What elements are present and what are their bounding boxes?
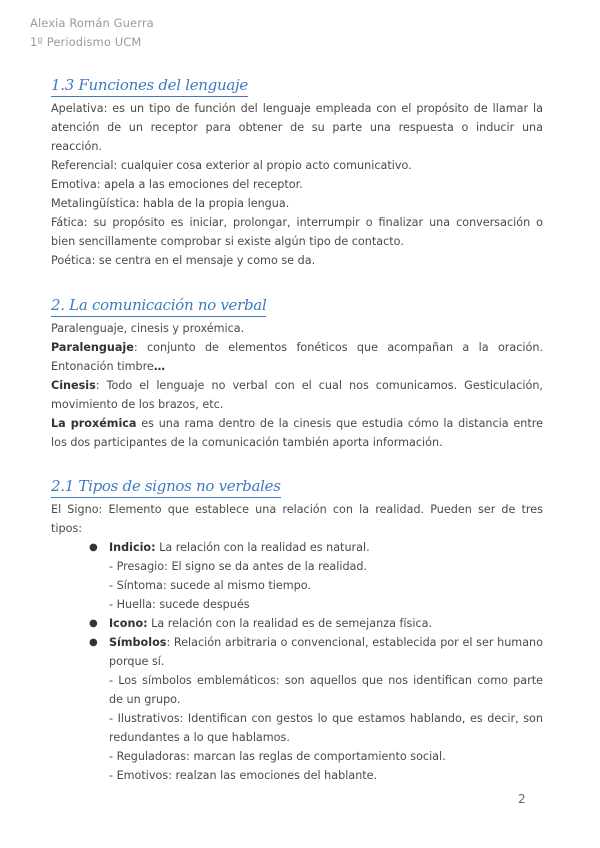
paragraph: Metalingüística: habla de la propia lengua. [51,197,290,210]
page-number: 2 [518,792,526,806]
paragraph-proxemica [51,414,543,452]
sub-item: - Emotivos: realzan las emociones del hablante. [109,769,378,782]
paragraph: Apelativa: es un tipo de función del lenguaje empleada con el propósito de llamar la atención de un receptor para obtener de su parte una respuesta o inducir una reacción. [51,102,543,153]
term: Símbolos [109,636,167,649]
definition: : Relación arbitraria o convencional, establecida por el ser humano porque sí. [109,636,543,668]
term: Icono: [109,617,148,630]
paragraph-paralenguaje [51,338,543,376]
sub-item: - Los símbolos emblemáticos: son aquellos que nos identifican como parte de un grupo. [109,674,543,706]
definition: es una rama dentro de la cinesis que estudia cómo la distancia entre los dos participantes de la comunicación también aporta información. [51,417,543,449]
definition: La relación con la realidad es natural. [155,541,370,554]
sub-item: - Huella: sucede después [109,598,250,611]
bullet: ● [89,618,98,629]
list-item-indicio [51,538,543,557]
course-name: 1º Periodismo UCM [30,35,142,49]
paragraph: Referencial: cualquier cosa exterior al propio acto comunicativo. [51,159,412,172]
term: Indicio: [109,541,156,554]
author-name: Alexia Román Guerra [30,16,154,30]
signs-list [51,538,543,785]
term: La proxémica [51,417,137,430]
paragraph: Paralenguaje, cinesis y proxémica. [51,322,245,335]
section-title: 2. La comunicación no verbal [51,296,266,317]
term: Paralenguaje [51,341,134,354]
ellipsis: … [153,360,166,373]
section-title: 2.1 Tipos de signos no verbales [51,477,281,498]
section-tipos-signos [51,477,543,785]
definition: : Todo el lenguaje no verbal con el cual nos comunicamos. Gesticulación, movimiento de los brazos, etc. [51,379,543,411]
paragraph: Fática: su propósito es iniciar, prolongar, interrumpir o finalizar una conversación o bien sencillamente comprobar si existe algún tipo de contacto. [51,216,543,248]
sub-item: - Reguladoras: marcan las reglas de comportamiento social. [109,750,446,763]
list-item-simbolos [51,633,543,671]
sub-item: - Ilustrativos: Identifican con gestos lo que estamos hablando, es decir, son redundantes a lo que hablamos. [109,712,543,744]
list-item-icono [51,614,543,633]
sub-item: - Presagio: El signo se da antes de la realidad. [109,560,368,573]
section-comunicacion-no-verbal [51,296,543,452]
paragraph: Poética: se centra en el mensaje y como se da. [51,254,316,267]
definition: La relación con la realidad es de semejanza física. [147,617,433,630]
definition: : conjunto de elementos fonéticos que acompañan a la oración. Entonación timbre [51,341,543,373]
bullet: ● [89,542,98,553]
paragraph-cinesis [51,376,543,414]
sub-item: - Síntoma: sucede al mismo tiempo. [109,579,311,592]
term: Cinesis [51,379,96,392]
document-header [30,14,154,52]
section-funciones [51,76,543,270]
paragraph: El Signo: Elemento que establece una relación con la realidad. Pueden ser de tres tipos: [51,503,543,535]
section-title: 1.3 Funciones del lenguaje [51,76,248,97]
bullet: ● [89,637,98,648]
paragraph: Emotiva: apela a las emociones del receptor. [51,178,303,191]
